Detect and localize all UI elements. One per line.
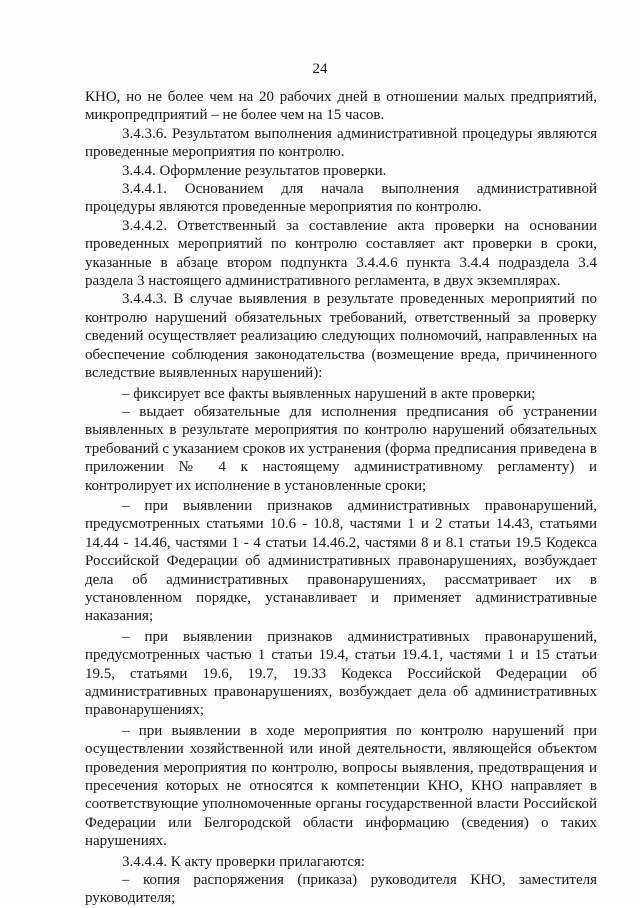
paragraph-3-4-4-1: 3.4.4.1. Основанием для начала выполнения административной процедуры являются проведенные мероприятия по контролю. bbox=[85, 181, 597, 216]
list-item-admin-cases-1: – при выявлении признаков административных правонарушений, предусмотренных статьями 10.6 - 10.8, частями 1 и 2 статьи 14.43, статьями 14.44 - 14.46, частями 1 - 4 статьи 14.46.2, частями 8 и 8.1 статьи 19.5 Кодекса Российской Федерации об административных правонарушениях, возбуждает дела об административных правонарушениях, рассматривает их в установленном порядке, устанавливает и применяет административные наказания; bbox=[85, 497, 597, 625]
page-number: 24 bbox=[312, 61, 328, 77]
list-item-inform-authorities: – при выявлении в ходе мероприятия по контролю нарушений при осуществлении хозяйственной или иной деятельности, являющейся объектом проведения мероприятия по контролю, вопросы выявления, предотвращения и пресечения которых не относятся к компетенции КНО, КНО направляет в соответствующие уполномоченные органы государственной власти Российской Федерации или Белгородской области информацию (сведения) о таких нарушениях. bbox=[85, 722, 597, 850]
list-item-admin-cases-2: – при выявлении признаков административных правонарушений, предусмотренных частью 1 статьи 19.4, статьи 19.4.1, частями 1 и 15 статьи 19.5, статьями 19.6, 19.7, 19.33 Кодекса Российской Федерации об административных правонарушениях, возбуждает дела об административных правонарушениях; bbox=[85, 628, 597, 719]
paragraph-continuation: КНО, но не более чем на 20 рабочих дней в отношении малых предприятий, микропредприятий – не более чем на 15 часов. bbox=[85, 89, 597, 124]
list-item-fix-violations: – фиксирует все факты выявленных нарушений в акте проверки; bbox=[122, 385, 536, 402]
paragraph-3-4-3-6: 3.4.3.6. Результатом выполнения административной процедуры являются проведенные мероприятия по контролю. bbox=[85, 125, 597, 161]
paragraph-3-4-4-3: 3.4.4.3. В случае выявления в результате проведенных мероприятий по контролю нарушений обязательных требований, ответственный за проверку сведений осуществляет реализацию следующих полномочий, направленных на обеспечение соблюдения законодательства (возмещение вреда, причиненного вследствие выявленных нарушений): bbox=[85, 291, 597, 382]
paragraph-3-4-4: 3.4.4. Оформление результатов проверки. bbox=[122, 162, 387, 179]
list-item-order-copy: – копия распоряжения (приказа) руководителя КНО, заместителя руководителя; bbox=[85, 872, 597, 907]
paragraph-3-4-4-2: 3.4.4.2. Ответственный за составление акта проверки на основании проведенных мероприятий по контролю составляет акт проверки в сроки, указанные в абзаце втором подпункта 3.4.4.6 пункта 3.4.4 подраздела 3.4 раздела 3 настоящего административного регламента, в двух экземплярах. bbox=[85, 217, 597, 290]
list-item-issue-orders: – выдает обязательные для исполнения предписания об устранении выявленных в результате мероприятия по контролю нарушений обязательных требований с указанием сроков их устранения (форма предписания приведена в приложении № 4 к настоящему административному регламенту) и контролирует их исполнение в установленные сроки; bbox=[85, 403, 597, 494]
paragraph-3-4-4-4: 3.4.4.4. К акту проверки прилагаются: bbox=[122, 853, 366, 870]
document-body bbox=[85, 88, 597, 908]
